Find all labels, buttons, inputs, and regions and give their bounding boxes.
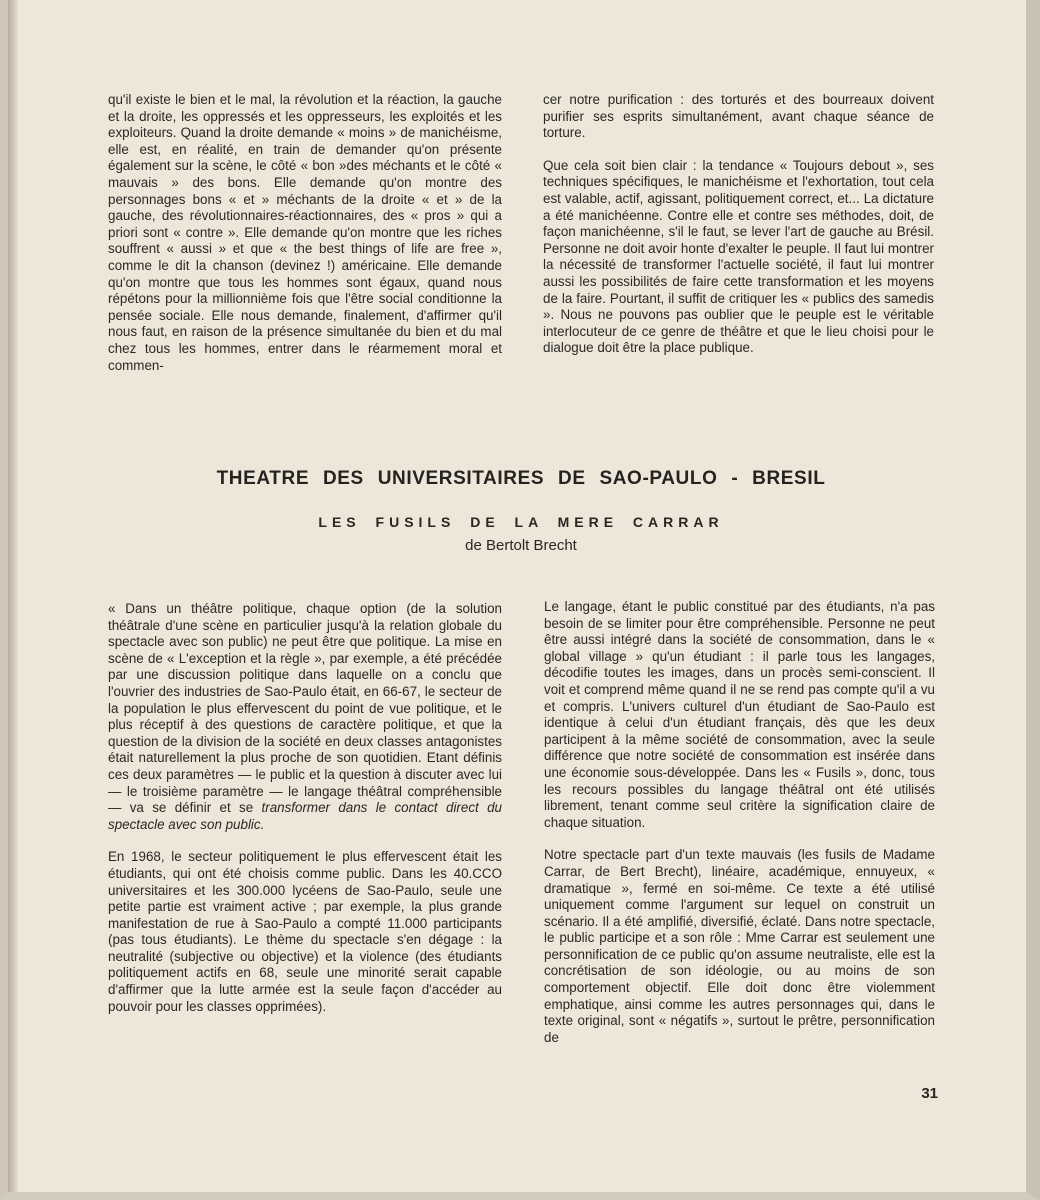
paragraph: [108, 601, 502, 833]
section-heading: THEATRE DES UNIVERSITAIRES DE SAO-PAULO - BRESIL: [216, 468, 826, 489]
page-number: 31: [921, 1085, 938, 1102]
paragraph: Notre spectacle part d'un texte mauvais (les fusils de Madame Carrar, de Bert Brecht), linéaire, académique, ennuyeux, « dramatique », fermé en soi-même. Ce texte a été utilisé uniquement comme l'argument sur lequel on construit un scénario. Il a été amplifié, diversifié, éclaté. Dans notre spectacle, le public participe et a son rôle : Mme Carrar est seulement une personnification de ce public qu'on assume neutraliste, elle est la concrétisation de son idéologie, ou au moins de son comportement objectif. Elle doit donc être violemment emphatique, ainsi comme les autres personnages qui, dans le texte original, sont « négatifs », surtout le prêtre, personnification de: [544, 847, 935, 1045]
paragraph-italic-text: transformer dans le contact direct du spectacle avec son public.: [108, 800, 502, 832]
bottom-right-column: [544, 599, 935, 1046]
top-right-column: [543, 92, 934, 357]
play-title: LES FUSILS DE LA MERE CARRAR: [318, 514, 724, 530]
top-left-column: [108, 92, 502, 374]
paragraph: En 1968, le secteur politiquement le plus effervescent était les étudiants, qui ont été choisis comme public. Dans les 40.CCO universitaires et les 300.000 lycéens de Sao-Paulo, seule une petite partie est vraiment active ; par exemple, la plus grande manifestation de rue à Sao-Paulo a compté 11.000 participants (pas tous étudiants). Le thème du spectacle s'en dégage : la neutralité (subjective ou objective) et la violence (des étudiants politiquement actifs en 68, seule une minorité serait capable d'affirmer que la lutte armée est la seule façon d'accéder au pouvoir pour les classes opprimées).: [108, 849, 502, 1014]
bottom-left-column: [108, 601, 502, 1015]
paragraph: Que cela soit bien clair : la tendance « Toujours debout », ses techniques spécifiques, le manichéisme et l'exhortation, tout cela est valable, actif, agissant, politiquement correct, et... La dictature a été manichéenne. Contre elle et contre ses méthodes, doit, de façon manichéenne, s'il le faut, se lever l'art de gauche au Brésil. Personne ne doit avoir honte d'exalter le peuple. Il faut lui montrer la nécessité de transformer l'actuelle société, il faut lui montrer aussi les possibilités de faire cette transformation et les moyens de la faire. Pourtant, il suffit de critiquer les « publics des samedis ». Nous ne pouvons pas oublier que le peuple est le véritable interlocuteur de ce genre de théâtre et que le lieu choisi pour le dialogue doit être la place publique.: [543, 157, 934, 356]
page-spine-shadow: [8, 0, 18, 1200]
play-author: de Bertolt Brecht: [465, 537, 577, 554]
paragraph: qu'il existe le bien et le mal, la révolution et la réaction, la gauche et la droite, les oppressés et les oppresseurs, les exploités et les exploiteurs. Quand la droite demande « moins » de manichéisme, elle est, en réalité, en train de demander qu'on présente également sur la scène, le côté « bon »des méchants et le côté « mauvais » des bons. Elle demande qu'on montre des personnages bons « et » méchants de la droite « et » de la gauche, des révolutionnaires-réactionnaires, des « pros » qui a priori sont « contre ». Elle demande qu'on montre que les riches souffrent « aussi » et que « the best things of life are free », comme le dit la chanson (devinez !) américaine. Elle demande qu'on montre que tous les hommes sont égaux, quand nous répétons pour la millionnième fois que l'être social conditionne la pensée sociale. Elle nous demande, finalement, d'affirmer qu'il nous faut, en raison de la présence simultanée du bien et du mal chez tous les hommes, entrer dans le réarmement moral et commen-: [108, 92, 502, 373]
paragraph: Le langage, étant le public constitué par des étudiants, n'a pas besoin de se limiter pour être compréhensible. Personne ne peut être aussi intégré dans la société de consommation, dans le « global village » qu'un étudiant : il parle tous les langages, décodifie toutes les images, dans un procès semi-conscient. Il voit et comprend même quand il ne se rend pas compte qu'il a vu et compris. L'univers culturel d'un étudiant de Sao-Paulo est identique à celui d'un étudiant français, dès que les deux participent à la même société de consommation, avec la seule différence que notre société de consommation est insérée dans une économie sous-développée. Dans les « Fusils », donc, tous les recours possibles du langage théâtral ont été utilisés librement, tenant comme seul critère la signification claire de chaque situation.: [544, 599, 935, 830]
paragraph-text: « Dans un théâtre politique, chaque option (de la solution théâtrale d'une scène en particulier jusqu'à la relation globale du spectacle avec son public) ne peut être que politique. La mise en scène de « L'exception et la règle », par exemple, a été précédée par une discussion politique dans laquelle on a conclu que l'ouvrier des industries de Sao-Paulo était, en 66-67, le secteur de la population le plus effervescent du point de vue politique, et le plus réceptif à des questions de caractère politique, et que la question de la division de la société en deux classes antagonistes était naturellement la plus proche de son quotidien. Etant définis ces deux paramètres — le public et la question à discuter avec lui — le troisième paramètre — le langage théâtral compréhensible — va se définir et se: [108, 601, 502, 816]
paragraph: cer notre purification : des torturés et des bourreaux doivent purifier ses esprits simultanément, avant chaque séance de torture.: [543, 92, 934, 141]
